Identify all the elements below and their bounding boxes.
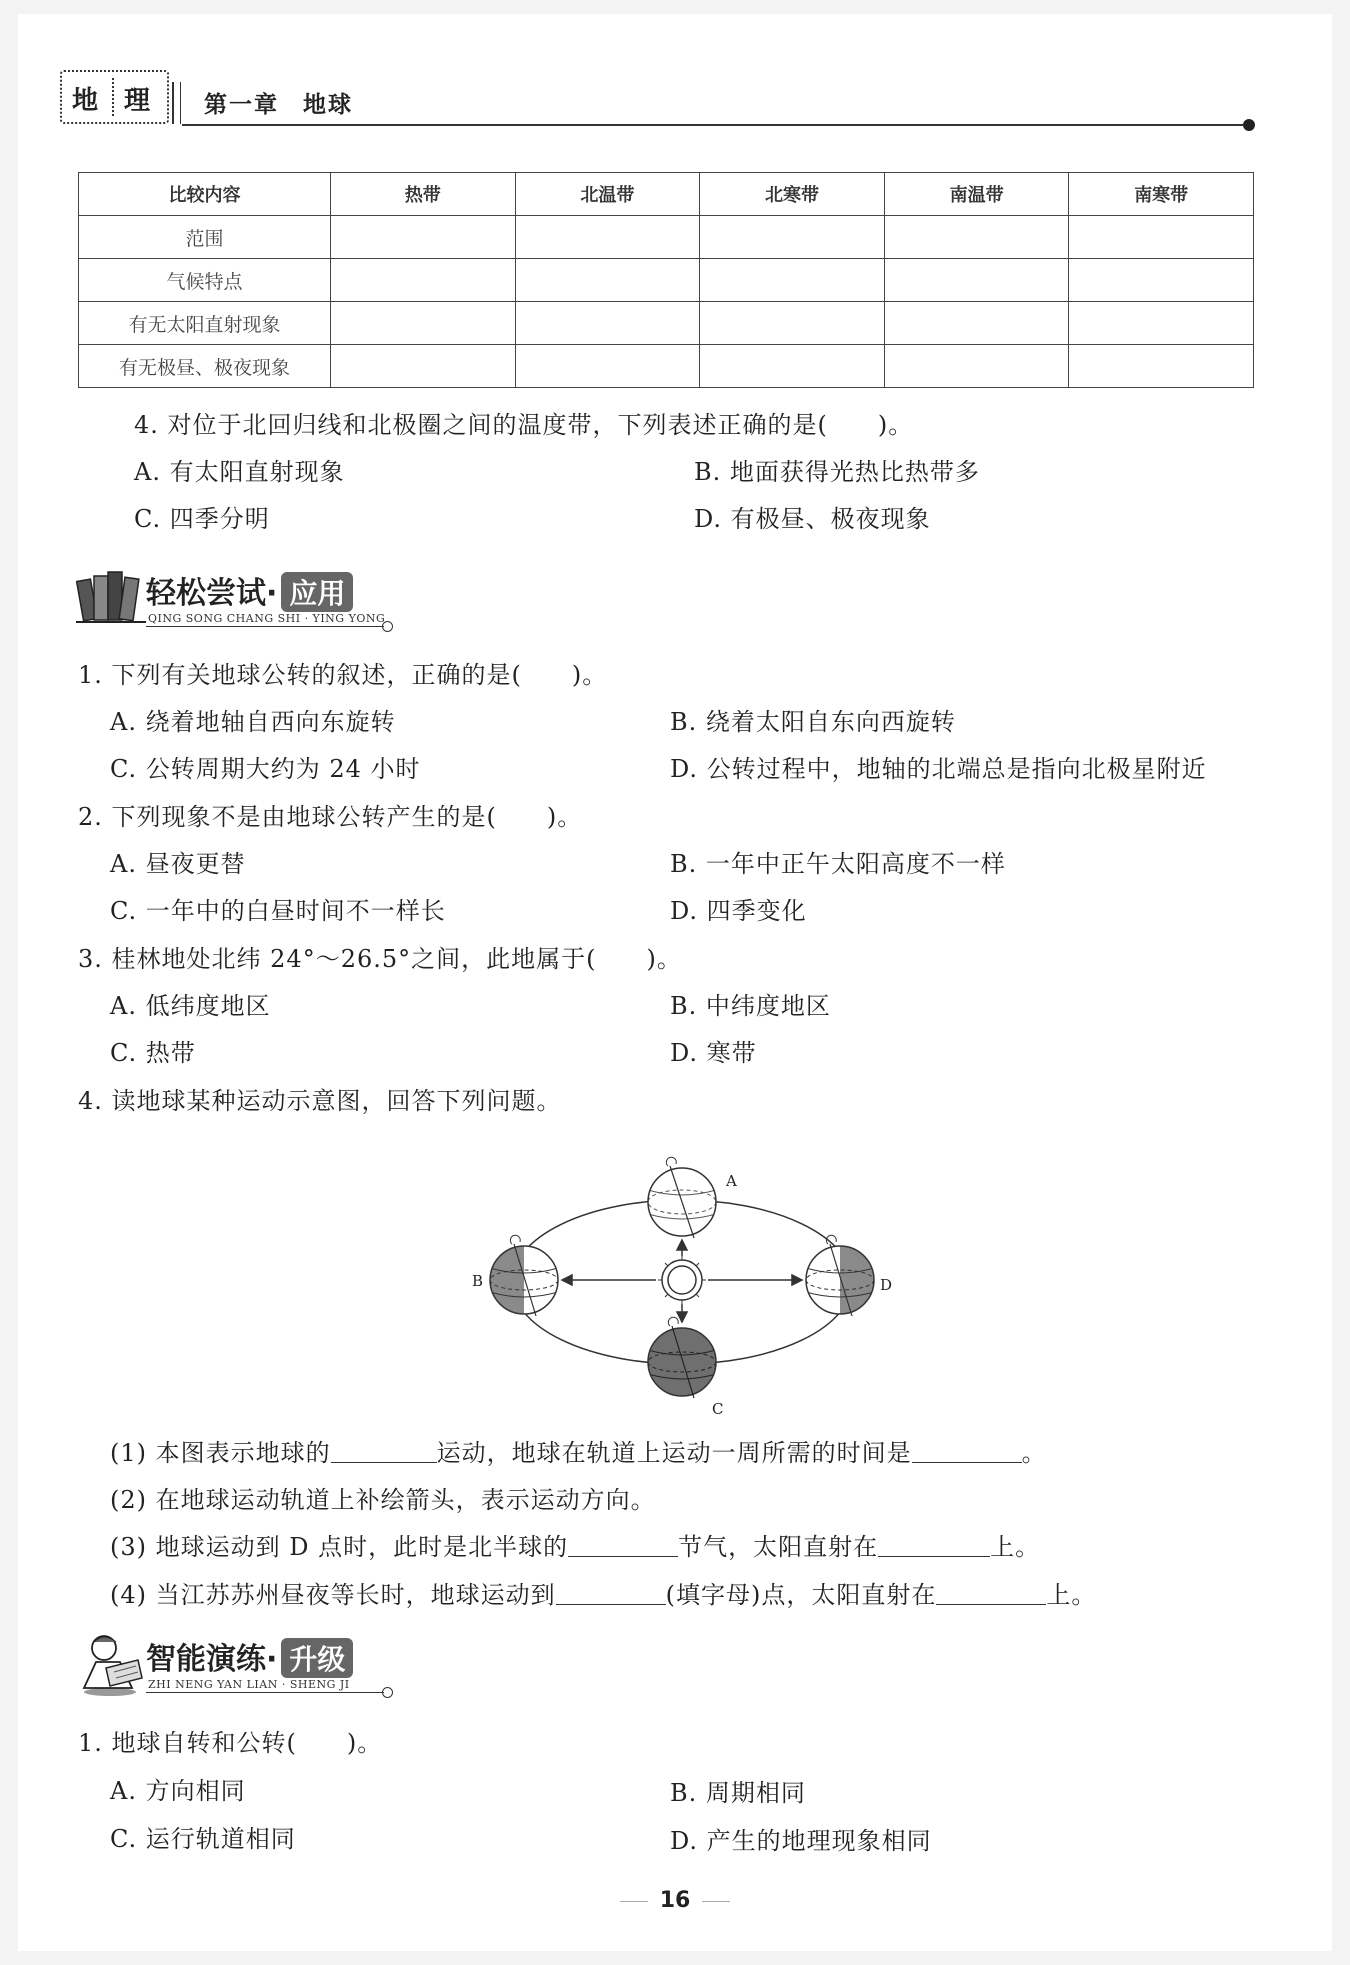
diagram-label-b: B — [472, 1272, 484, 1290]
option-a[interactable]: A. 方向相同 — [110, 1777, 246, 1805]
section-pinyin: ZHI NENG YAN LIAN · SHENG JI — [148, 1678, 350, 1691]
table-header-cell: 南寒带 — [1069, 173, 1254, 216]
table-header-cell: 北寒带 — [700, 173, 885, 216]
table-row-label: 气候特点 — [79, 259, 331, 302]
table-cell-blank[interactable] — [884, 259, 1069, 302]
subquestion-text: 节气，太阳直射在 — [678, 1533, 879, 1561]
earth-revolution-diagram — [470, 1140, 900, 1420]
answer-blank[interactable] — [936, 1582, 1046, 1605]
subquestion-text: (4) 当江苏苏州昼夜等长时，地球运动到 — [110, 1581, 556, 1609]
section-pinyin: QING SONG CHANG SHI · YING YONG — [148, 612, 386, 625]
table-cell-blank[interactable] — [1069, 216, 1254, 259]
table-cell-blank[interactable] — [515, 302, 700, 345]
table-row — [79, 216, 1254, 259]
subquestion-text: 。 — [1021, 1439, 1047, 1467]
footer-dash — [620, 1901, 648, 1902]
subject-divider — [112, 78, 114, 116]
table-cell-blank[interactable] — [884, 302, 1069, 345]
table-cell-blank[interactable] — [1069, 345, 1254, 388]
header-rule — [182, 124, 1250, 126]
answer-blank[interactable] — [331, 1440, 437, 1463]
table-row-label: 有无极昼、极夜现象 — [79, 345, 331, 388]
subject-badge — [60, 70, 169, 124]
table-cell-blank[interactable] — [515, 345, 700, 388]
table-cell-blank[interactable] — [1069, 302, 1254, 345]
section-banner-try — [76, 566, 416, 636]
option-a[interactable]: A. 昼夜更替 — [110, 850, 246, 878]
earth-d-icon — [806, 1235, 874, 1316]
table-cell-blank[interactable] — [700, 302, 885, 345]
option-b[interactable]: B. 周期相同 — [670, 1779, 806, 1807]
table-cell-blank[interactable] — [515, 216, 700, 259]
section-banner-drill — [76, 1632, 416, 1702]
table-cell-blank[interactable] — [884, 216, 1069, 259]
table-header-cell: 热带 — [331, 173, 516, 216]
option-d[interactable]: D. 寒带 — [670, 1039, 757, 1067]
option-c[interactable]: C. 热带 — [110, 1039, 196, 1067]
header-separator — [172, 82, 174, 124]
diagram-label-a: A — [726, 1172, 737, 1190]
book-reader-icon — [76, 1632, 148, 1698]
earth-c-icon — [648, 1317, 716, 1398]
subquestion-text: 上。 — [990, 1533, 1041, 1561]
section-tag: 应用 — [281, 572, 353, 612]
subquestion-3 — [110, 1532, 1040, 1562]
books-icon — [76, 566, 148, 628]
page-number: 16 — [659, 1888, 691, 1913]
option-b[interactable]: B. 绕着太阳自东向西旋转 — [670, 708, 956, 736]
section-underline — [146, 626, 384, 627]
table-header-row — [79, 173, 1254, 216]
option-c[interactable]: C. 四季分明 — [134, 505, 270, 533]
option-d[interactable]: D. 公转过程中，地轴的北端总是指向北极星附近 — [670, 755, 1207, 783]
question-stem: 4. 读地球某种运动示意图，回答下列问题。 — [78, 1087, 562, 1115]
option-a[interactable]: A. 绕着地轴自西向东旋转 — [110, 708, 396, 736]
section-title-text: 智能演练· — [146, 1642, 278, 1677]
table-cell-blank[interactable] — [515, 259, 700, 302]
subject-char-1: 地 — [72, 86, 99, 116]
table-cell-blank[interactable] — [331, 345, 516, 388]
section-title — [146, 1634, 353, 1678]
answer-blank[interactable] — [912, 1440, 1022, 1463]
table-cell-blank[interactable] — [700, 345, 885, 388]
table-cell-blank[interactable] — [331, 216, 516, 259]
subquestion-text: 上。 — [1046, 1581, 1097, 1609]
chapter-title: 地球 — [303, 91, 353, 118]
table-header-cell: 比较内容 — [79, 173, 331, 216]
table-row — [79, 259, 1254, 302]
subquestion-text: (3) 地球运动到 D 点时，此时是北半球的 — [110, 1533, 569, 1561]
question-stem: 2. 下列现象不是由地球公转产生的是( )。 — [78, 803, 583, 831]
sun-icon — [658, 1256, 706, 1304]
option-b[interactable]: B. 中纬度地区 — [670, 992, 831, 1020]
section-title — [146, 568, 353, 612]
option-a[interactable]: A. 低纬度地区 — [110, 992, 271, 1020]
section-tag: 升级 — [281, 1638, 353, 1678]
diagram-label-c: C — [712, 1400, 724, 1418]
table-row — [79, 302, 1254, 345]
answer-blank[interactable] — [878, 1534, 990, 1557]
subquestion-text: 运动，地球在轨道上运动一周所需的时间是 — [436, 1439, 912, 1467]
table-row-label: 范围 — [79, 216, 331, 259]
header-rule-dot — [1243, 119, 1255, 131]
section-title-text: 轻松尝试· — [146, 576, 278, 611]
earth-a-icon — [648, 1157, 716, 1238]
table-header-cell: 北温带 — [515, 173, 700, 216]
temperature-zones-table — [78, 172, 1254, 388]
table-cell-blank[interactable] — [1069, 259, 1254, 302]
subquestion-2: (2) 在地球运动轨道上补绘箭头，表示运动方向。 — [110, 1486, 656, 1514]
section-underline-circle — [382, 1687, 393, 1698]
option-b[interactable]: B. 一年中正午太阳高度不一样 — [670, 850, 1006, 878]
answer-blank[interactable] — [568, 1534, 678, 1557]
option-c[interactable]: C. 运行轨道相同 — [110, 1825, 296, 1853]
question-stem: 1. 下列有关地球公转的叙述，正确的是( )。 — [78, 661, 608, 689]
option-c[interactable]: C. 一年中的白昼时间不一样长 — [110, 897, 446, 925]
table-header-cell: 南温带 — [884, 173, 1069, 216]
footer-dash — [702, 1901, 730, 1902]
subject-char-2: 理 — [124, 86, 151, 116]
option-d[interactable]: D. 产生的地理现象相同 — [670, 1827, 932, 1855]
table-cell-blank[interactable] — [700, 216, 885, 259]
question-stem: 3. 桂林地处北纬 24°～26.5°之间，此地属于( )。 — [78, 945, 682, 973]
option-d[interactable]: D. 四季变化 — [670, 897, 807, 925]
chapter-heading — [204, 86, 353, 119]
page-number-footer — [0, 1888, 1350, 1913]
option-a[interactable]: A. 有太阳直射现象 — [134, 458, 345, 486]
subquestion-text: (1) 本图表示地球的 — [110, 1439, 331, 1467]
table-cell-blank[interactable] — [331, 302, 516, 345]
earth-b-icon — [490, 1235, 558, 1316]
option-d[interactable]: D. 有极昼、极夜现象 — [694, 505, 931, 533]
subquestion-text: (填字母)点，太阳直射在 — [665, 1581, 937, 1609]
chapter-number: 第一章 — [204, 91, 279, 118]
table-cell-blank[interactable] — [700, 259, 885, 302]
section-underline-circle — [382, 621, 393, 632]
section-underline — [146, 1692, 384, 1693]
answer-blank[interactable] — [556, 1582, 666, 1605]
subquestion-1 — [110, 1438, 1047, 1468]
subquestion-4 — [110, 1580, 1096, 1610]
table-row-label: 有无太阳直射现象 — [79, 302, 331, 345]
question-stem: 4. 对位于北回归线和北极圈之间的温度带，下列表述正确的是( )。 — [134, 411, 914, 439]
header-separator-thin — [180, 82, 181, 124]
question-stem: 1. 地球自转和公转( )。 — [78, 1729, 383, 1757]
table-cell-blank[interactable] — [884, 345, 1069, 388]
option-c[interactable]: C. 公转周期大约为 24 小时 — [110, 755, 421, 783]
option-b[interactable]: B. 地面获得光热比热带多 — [694, 458, 980, 486]
table-row — [79, 345, 1254, 388]
table-cell-blank[interactable] — [331, 259, 516, 302]
diagram-label-d: D — [880, 1276, 893, 1294]
